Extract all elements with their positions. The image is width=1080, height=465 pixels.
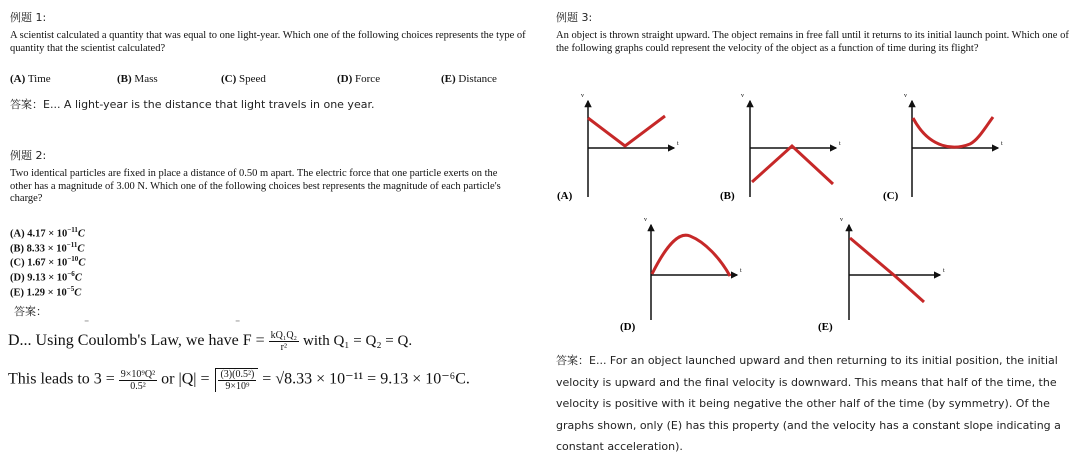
choice-d: (D) Force <box>337 73 381 85</box>
choice-e: (E) Distance <box>441 73 497 85</box>
example-1-title: 例题 1: <box>10 11 47 24</box>
graph-c <box>883 93 1003 202</box>
force-fraction: $\frac{\text{9×10⁹Q²}}{\text{0.5²}}$ <box>120 368 156 392</box>
choice-d: (D) $9.13 \times 10^{-6}C$ <box>10 270 82 284</box>
axis-label-t: t <box>839 141 841 147</box>
stray-mark: ⁻ <box>84 318 90 329</box>
velocity-curve <box>588 116 665 146</box>
example-2-title: 例题 2: <box>10 149 47 162</box>
example-3-title: 例题 3: <box>556 11 593 24</box>
graph-b <box>720 93 841 202</box>
axis-label-t: t <box>740 268 742 274</box>
graph-label: (A) <box>557 190 573 202</box>
example-2-question: Two identical particles are fixed in place a distance of 0.50 m apart. The electric force that one particle exerts on the other has a magnitude of 3.00 N. Which one of the following choices best represents the magnitude of each particle's charge? <box>10 168 501 204</box>
sqrt-fraction: $\frac{\text{(3)(0.5²)}}{\text{9×10⁹}}$ <box>220 369 255 392</box>
velocity-curve <box>752 146 833 184</box>
velocity-curve <box>850 238 924 302</box>
stray-mark: ⁻ <box>235 318 241 329</box>
axis-label-v: v <box>581 93 584 99</box>
graph-d <box>620 217 742 333</box>
example-1-question: A scientist calculated a quantity that was equal to one light-year. Which one of the following choices represents the type of quantity that the scientist calculated? <box>10 30 526 54</box>
choice-e: (E) $1.29 \times 10^{-5}C$ <box>10 284 82 299</box>
axis-label-t: t <box>677 141 679 147</box>
choice-b: (B) Mass <box>117 73 158 85</box>
choice-c: (C) Speed <box>221 73 266 85</box>
choice-b: (B) $8.33 \times 10^{-11}C$ <box>10 240 85 255</box>
axis-label-v: v <box>644 217 647 223</box>
axis-label-v: v <box>741 93 744 99</box>
axis-label-t: t <box>943 268 945 274</box>
axis-label-v: v <box>840 217 843 223</box>
example-2-answer-label: 答案： <box>14 305 47 318</box>
choice-a: (A) Time <box>10 73 51 85</box>
graph-a <box>557 93 679 202</box>
choice-a: (A) $4.17 \times 10^{-11}C$ <box>10 226 85 240</box>
solution-line-1: D... Using Coulomb's Law, we have F = $\frac{\text{kQ₁Q₂}}{\text{r²}}$ with Q₁ = Q₂ = Q. <box>8 330 413 353</box>
graph-label: (E) <box>818 321 833 333</box>
graph-e <box>818 217 945 333</box>
graph-label: (D) <box>620 321 636 333</box>
velocity-curve <box>652 235 730 276</box>
choice-c: (C) $1.67 \times 10^{-10}C$ <box>10 255 86 269</box>
velocity-curve <box>913 117 993 147</box>
coulomb-fraction: $\frac{\text{kQ₁Q₂}}{\text{r²}}$ <box>270 330 298 353</box>
axis-label-t: t <box>1001 141 1003 147</box>
example-3-question: An object is thrown straight upward. The object remains in free fall until it returns to its initial launch point. Which one of the following graphs could represent the velocity of the object as a function of time during its flight? <box>556 30 1069 54</box>
example-1-answer: 答案：E... A light-year is the distance that light travels in one year. <box>10 98 375 111</box>
example-3-answer: 答案：E... For an object launched upward and then returning to its initial position, the initial velocity is upward and the final velocity is downward. This means that half of the time, the velocity is positive with it being negative the other half of the time (by symmetry). Of the graphs shown, only (E) has this property (and the velocity has a constant slope indicating a constant acceleration). <box>556 354 1061 453</box>
graph-label: (B) <box>720 190 735 202</box>
solution-line-2: This leads to 3 = $\frac{\text{9×10⁹Q²}}{\text{0.5²}}$ or |Q| = $\frac{\text{(3)(0.5²)}}{\text{9×10⁹}}$ = √8.33 × 10⁻¹¹ = 9.13 × 10⁻⁶C. <box>8 368 470 392</box>
graph-label: (C) <box>883 190 899 202</box>
axis-label-v: v <box>904 93 907 99</box>
